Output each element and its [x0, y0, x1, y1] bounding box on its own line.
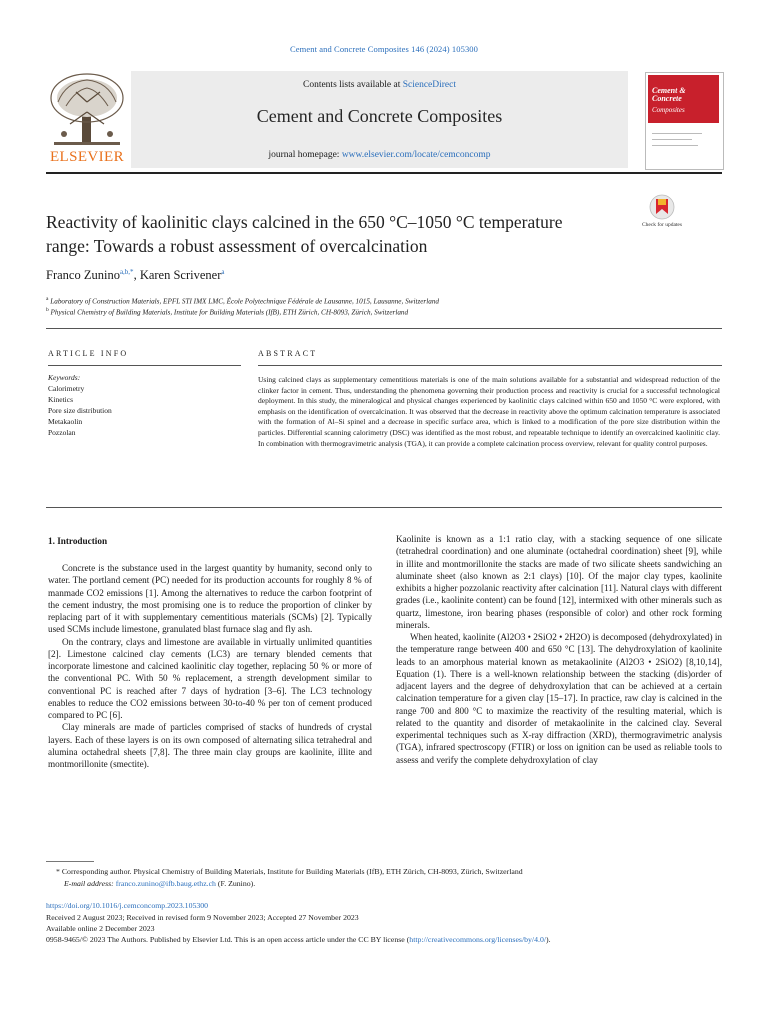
author-separator: ,	[133, 268, 140, 283]
cover-title-2: Concrete	[652, 94, 682, 103]
affiliation-text: Laboratory of Construction Materials, EPFL STI IMX LMC, École Polytechnique Fédérale de Lausanne, 1015, Lausanne, Switzerland	[50, 297, 440, 306]
cover-title-1: Cement &	[652, 86, 686, 95]
received-dates: Received 2 August 2023; Received in revised form 9 November 2023; Accepted 27 November 2023	[46, 913, 359, 922]
contents-line	[131, 80, 628, 90]
author-name[interactable]: Karen Scrivener	[139, 268, 222, 283]
cover-title-3: Composites	[652, 106, 685, 114]
cover-title-lines	[652, 87, 686, 103]
footnote-rule	[46, 861, 94, 862]
article-info-heading: ARTICLE INFO	[48, 349, 129, 358]
sciencedirect-link[interactable]: ScienceDirect	[402, 80, 456, 90]
keyword: Pozzolan	[48, 428, 76, 437]
body-paragraph: Concrete is the substance used in the largest quantity by humanity, second only to water. The portland cement (PC) needed for its production accounts for roughly 8 % of manmade CO2 emissions [1]. Among the alternatives to reduce the carbon footprint of the cement industry, the most promising one is to reduce the proportion of clinker by replacing part of it with supplementary cementitious materials (SCMs) [2]. Typically used SCMs include limestone, granulated blast furnace slag and fly ash.	[48, 563, 372, 635]
doi-link[interactable]: https://doi.org/10.1016/j.cemconcomp.2023.105300	[46, 901, 209, 910]
body-paragraph: When heated, kaolinite (Al2O3 • 2SiO2 • 2H2O) is decomposed (dehydroxylated) in the temperature range between 400 and 650 °C [13]. The dehydroxylation of kaolinite leads to an amorphous material known as metakaolinite (Al2O3 • 2SiO2) [8,10,14], Equation (1). There is a well-known relationship between the stacking (dis)order of adjacent layers and the degree of dehydroxylation that can be achieved at a certain calcination temperature for a given clay [15–17]. In practice, raw clay is calcined in the range 700 and 800 °C to maximize the reactivity of the resulting material, which is related to the quantity and disorder of metakaolinite in the calcined clay. Several experimental techniques such as X-ray diffraction (XRD), thermogravimetric analysis (TGA), infrared spectroscopy (FTIR) or loss on ignition can be used as reliable tools to assess and verify the complete dehydroxylation of clay	[396, 632, 722, 765]
article-title-line-1: Reactivity of kaolinitic clays calcined in the 650 °C–1050 °C temperature	[46, 212, 563, 232]
homepage-prefix: journal homepage:	[268, 150, 342, 160]
affiliation-b	[46, 307, 408, 316]
body-column-left	[48, 562, 372, 770]
license-prefix: 0958-9465/© 2023 The Authors. Published by Elsevier Ltd. This is an open access article under the CC BY license (	[46, 935, 410, 944]
corresponding-author-note: * Corresponding author. Physical Chemistry of Building Materials, Institute for Building Materials (IfB), ETH Zürich, CH-8093, Zürich, Switzerland	[56, 867, 523, 876]
license-suffix: ).	[546, 935, 551, 944]
contents-prefix: Contents lists available at	[302, 80, 403, 90]
body-paragraph: On the contrary, clays and limestone are available in virtually unlimited quantities [2]. Limestone calcined clay cements (LC3) are ternary blended cements that incorporate limestone and calcined kaolinitic clay together, replacing 50 % or more of the conventional PC. With 50 % replacement, a strength development similar to conventional PC is reached after 7 days of hydration [3–6]. The LC3 technology enables to reduce the CO2 emissions between 30-to-40 % per ton of cement produced compared to PC [6].	[48, 636, 372, 720]
license-link[interactable]: http://creativecommons.org/licenses/by/4.0/	[409, 935, 547, 944]
available-online-date: Available online 2 December 2023	[46, 924, 155, 933]
section-heading-introduction: 1. Introduction	[48, 536, 108, 546]
cover-text-line	[652, 139, 692, 140]
abstract-rule	[258, 365, 722, 366]
elsevier-tree-icon	[46, 72, 128, 150]
license-line	[46, 934, 726, 945]
email-label: E-mail address:	[64, 879, 116, 888]
body-column-right	[396, 533, 722, 766]
check-for-updates-label: Check for updates	[641, 222, 682, 228]
keyword: Metakaolin	[48, 417, 83, 426]
cover-text-line	[652, 145, 698, 146]
affiliation-text: Physical Chemistry of Building Materials, Institute for Building Materials (IfB), ETH Zürich, CH-8093, Zürich, Switzerland	[50, 308, 409, 317]
keyword: Kinetics	[48, 395, 73, 404]
author-list	[46, 268, 224, 283]
journal-cover-image[interactable]	[645, 72, 724, 170]
cover-text-line	[652, 133, 702, 134]
abstract-divider	[46, 507, 722, 508]
author-name[interactable]: Franco Zunino	[46, 268, 120, 283]
keyword: Pore size distribution	[48, 406, 112, 415]
bookmark-icon	[640, 194, 684, 222]
article-info-rule	[48, 365, 241, 366]
affiliation-mark: a	[46, 296, 49, 302]
keyword: Calorimetry	[48, 384, 85, 393]
publisher-name: ELSEVIER	[49, 149, 125, 165]
email-suffix: (F. Zunino).	[215, 879, 256, 888]
journal-homepage-line	[131, 150, 628, 160]
email-link[interactable]: franco.zunino@ifb.baug.ethz.ch	[115, 879, 216, 888]
body-paragraph: Kaolinite is known as a 1:1 ratio clay, with a stacking sequence of one silicate (tetrahedral coordination) and one aluminate (octahedral coordination) sheet [9], while in illite and montmorillonite the stacks are made of two silicate sheets sandwiching an aluminate sheet (also known as 2:1 clays) [10]. Of the major clay types, kaolinite exhibits a higher pozzolanic reactivity after calcination [11]. Natural clays with different grades (i.e., kaolinite content) can be found [12], intermixed with other minerals such as quartz, limestone, iron bearing phases (responsible of color) and other rock forming minerals.	[396, 534, 722, 630]
abstract-text: Using calcined clays as supplementary cementitious materials is one of the main solutions available for a substantial and widespread reduction of the clinker factor in cement. Thus, understanding the phenomena governing their production process and reactivity is crucial for a successful technological deployment. In this study, the mineralogical and physical changes experienced by kaolinitic clays calcined within 650 and 1050 °C were explored, with emphasis on the identification of overcalcination. It was observed that the decrease in reactivity above the optimum calcination temperature is associated with the formation of Al–Si spinel and a decrease in specific surface area, which is linked to a modification of the pore size distribution within the particles. Differential scanning calorimetry (DSC) was identified as the most robust, and repeatable technique to identify an overcalcined kaolinitic clay. In combination with thermogravimetric analysis (TGA), it can provide a complete calcination process overview, relevant for quality control purposes.	[258, 375, 720, 448]
abstract-heading: ABSTRACT	[258, 349, 318, 358]
affiliation-mark: b	[46, 307, 49, 313]
elsevier-logo[interactable]	[46, 72, 128, 166]
homepage-link[interactable]: www.elsevier.com/locate/cemconcomp	[341, 150, 491, 160]
article-title-line-2: range: Towards a robust assessment of overcalcination	[46, 236, 428, 256]
journal-reference[interactable]: Cement and Concrete Composites 146 (2024) 105300	[290, 44, 478, 54]
journal-title: Cement and Concrete Composites	[256, 106, 503, 126]
affiliation-a	[46, 296, 439, 305]
check-for-updates-badge[interactable]	[640, 194, 684, 234]
author-affiliation-marks[interactable]: a	[221, 268, 225, 276]
author-affiliation-marks[interactable]: a,b,*	[119, 268, 134, 276]
body-paragraph: Clay minerals are made of particles comprised of stacks of hundreds of crystal layers. Each of these layers is on its own composed of alternating silica tetrahedral and alumina octahedral sheets [7,8]. The three main clay groups are kaolinite, illite and montmorillonite (smectite).	[48, 722, 372, 769]
affiliation-divider	[46, 328, 722, 329]
keywords-label: Keywords:	[48, 373, 81, 382]
email-line	[64, 878, 255, 889]
header-divider	[46, 172, 722, 174]
article-title	[46, 210, 626, 258]
